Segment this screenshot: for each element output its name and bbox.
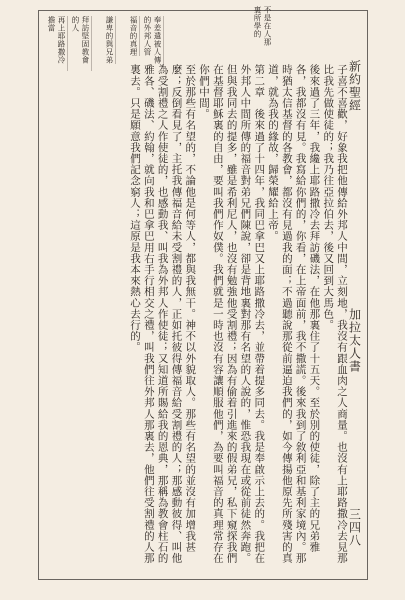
book-name: 加拉太人書 (347, 308, 362, 373)
margin-note-5: 再上耶路撒冷擔當 (46, 16, 68, 71)
margin-note-2: 福音的真理 (129, 16, 138, 56)
margin-note-4: 拜訪堅固教會的人 (70, 16, 92, 71)
paragraph-2: 後來過了三年，我纔上耶路撒冷去拜訪磯法，在他那裏住了十五天。至於別的使徒，除了主的兄弟雅各，我都沒有見。我寫給你們的，你看，在上帝面前，我不撒謊。後來我到了敘利亞和基利家境內。那時猶太信基督的各教會，都沒有見過我的面；不過聽說那從前逼迫我們的，如今傳揚他原先所殘害的真道，就為我的緣故，歸榮耀給上帝。 (267, 64, 321, 564)
paragraph-3: 第二章 後來過了十四年，我同巴拿巴又上耶路撒冷去，並帶着提多同去。我是奉啟示上去的。我把在外邦人中間所傳的福音對弟兄們陳說，卻是背地裏對那有名望的人說的，惟恐我現在或從前徒然奔跑。但與我同去的提多，雖是希利尼人，也沒有勉強他受割禮；因為有偷着引進來的假弟兄，私下窺探我們在基督耶穌裏的自由，要叫我們作奴僕。我們就是一時也沒有容讓順服他們，為要叫福音的真理常存在你們中間。 (198, 64, 266, 564)
top-margin-note: 不是在人那裏所學的 (253, 6, 272, 46)
margin-note-1: 奉差遣被人傳的外邦人管 (142, 16, 164, 71)
book-title: 新約聖經 (347, 60, 362, 112)
page-number: 三四八 (347, 508, 362, 547)
margin-note-3: 謙卑的與兄弟 (105, 16, 114, 64)
paragraph-1: 子喜不喜歡，好象我把他傳給外邦人中間，立刻地，我沒有跟血肉之人商量。也沒有上耶路撒冷去見那比我先做使徒的；我乃往亞拉伯去，後又回到大馬色。 (322, 64, 348, 564)
paragraph-4: 至於那些有名望的，不論他是何等人，都與我無干。神不以外貌取人。那些有名望的並沒有加增我甚麼；反倒看見了，主托我傳福音給未受割禮的人，正如托彼得傳福音給受割禮的人；那感動彼得、叫他為受割禮之人作使徒的，也感動我、叫我為外邦人作使徒；又知道所賜給我的恩典，那稱為教會柱石的雅各、磯法、約翰，就向我和巴拿巴用右手行相交之禮，叫我們往外邦人那裏去，他們往受割禮的人那裏去。只是願意我們記念窮人；這原是我本來熱心去行的。 (129, 64, 197, 564)
body-text (80, 64, 348, 574)
margin-notes (44, 16, 164, 71)
